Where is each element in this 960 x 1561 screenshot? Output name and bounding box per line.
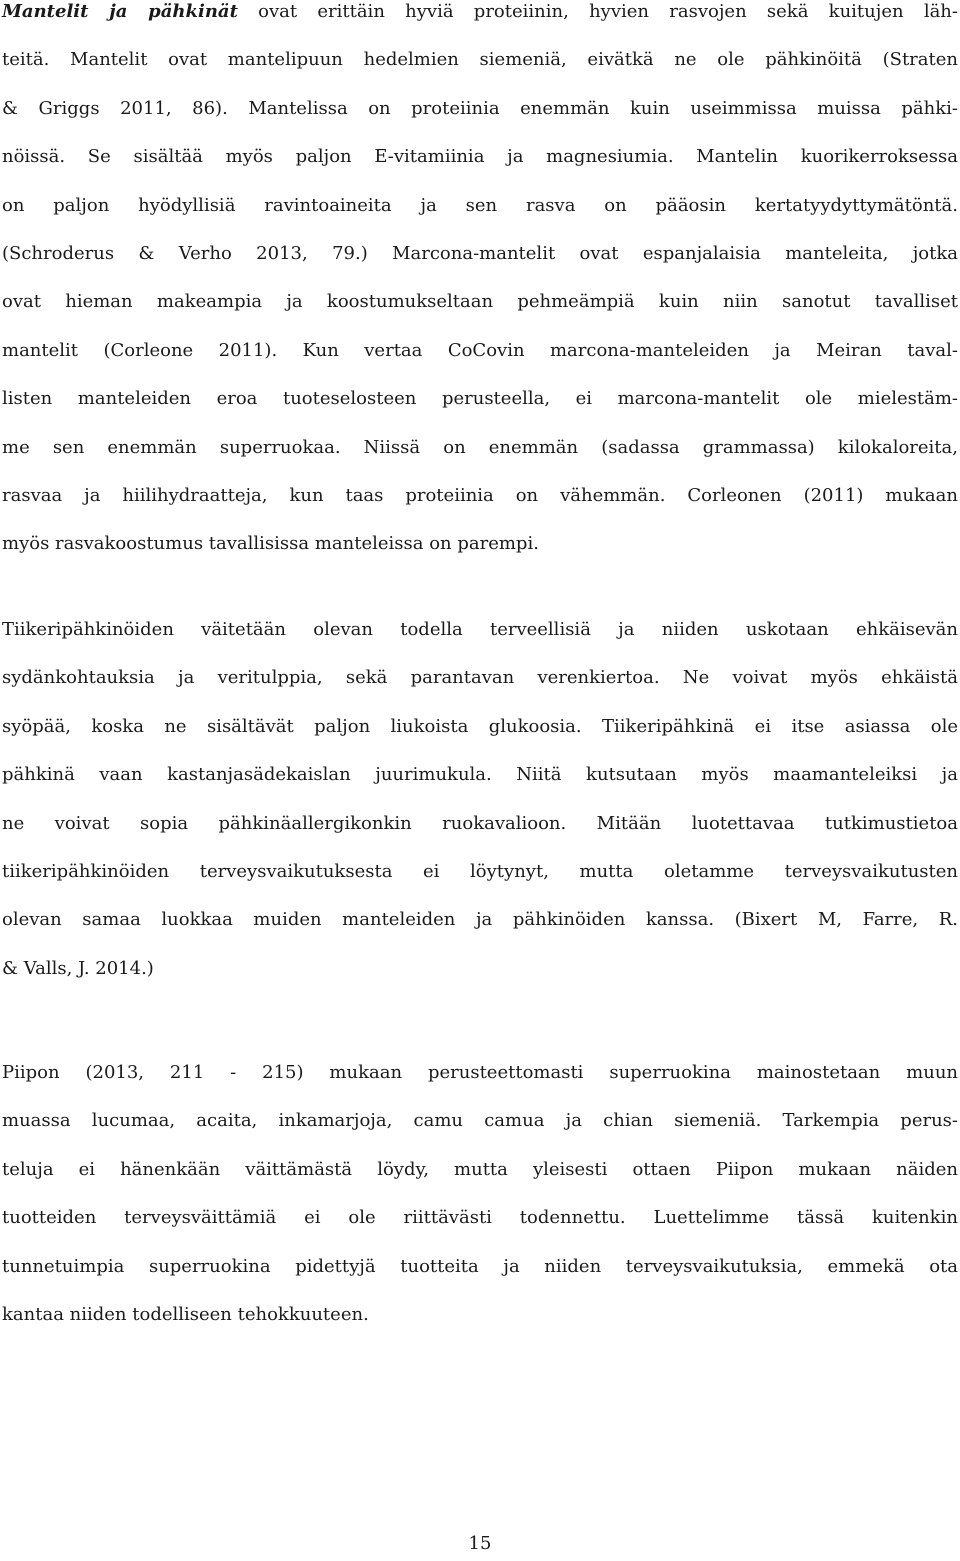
paragraph-superfoods [2, 1049, 958, 1339]
text-line: tuotteiden terveysväittämiä ei ole riittävästi todennettu. Luettelimme tässä kuitenkin [2, 1207, 958, 1229]
text-line: on paljon hyödyllisiä ravintoaineita ja sen rasva on pääosin kertatyydyttymätöntä. [2, 194, 958, 216]
paragraph-lead-term: Mantelit ja pähkinät [2, 1, 238, 22]
paragraph-tiger-nuts [2, 606, 958, 993]
text-line: (Schroderus & Verho 2013, 79.) Marcona-mantelit ovat espanjalaisia manteleita, jotka [2, 242, 958, 264]
text-line: rasvaa ja hiilihydraatteja, kun taas proteiinia on vähemmän. Corleonen (2011) mukaan [2, 484, 958, 506]
text-line: teitä. Mantelit ovat mantelipuun hedelmien siemeniä, eivätkä ne ole pähkinöitä (Straten [2, 49, 958, 71]
text-line: Mantelit ja pähkinät ovat erittäin hyviä proteiinin, hyvien rasvojen sekä kuitujen läh- [2, 1, 958, 22]
text-line: tiikeripähkinöiden terveysvaikutuksesta ei löytynyt, mutta oletamme terveysvaikutusten [2, 860, 958, 882]
text-line: nöissä. Se sisältää myös paljon E-vitamiinia ja magnesiumia. Mantelin kuorikerroksessa [2, 146, 958, 168]
text-line: Piipon (2013, 211 - 215) mukaan perusteettomasti superruokina mainostetaan muun [2, 1062, 958, 1083]
text-line: ovat hieman makeampia ja koostumukseltaan pehmeämpiä kuin niin sanotut tavalliset [2, 291, 958, 313]
text-line: listen manteleiden eroa tuoteselosteen perusteella, ei marcona-mantelit ole mielestäm- [2, 388, 958, 410]
text-line: myös rasvakoostumus tavallisissa manteleissa on parempi. [2, 533, 539, 555]
text-line: muassa lucumaa, acaita, inkamarjoja, camu camua ja chian siemeniä. Tarkempia perus- [2, 1110, 958, 1132]
text-line: syöpää, koska ne sisältävät paljon liukoista glukoosia. Tiikeripähkinä ei itse asiassa ole [2, 715, 958, 737]
text-line: ne voivat sopia pähkinäallergikonkin ruokavalioon. Mitään luotettavaa tutkimustietoa [2, 812, 958, 834]
text-line: & Valls, J. 2014.) [2, 957, 154, 979]
text-line: mantelit (Corleone 2011). Kun vertaa CoCovin marcona-manteleiden ja Meiran taval- [2, 339, 958, 361]
text-line: me sen enemmän superruokaa. Niissä on enemmän (sadassa grammassa) kilokaloreita, [2, 436, 958, 458]
text-line: olevan samaa luokkaa muiden manteleiden ja pähkinöiden kanssa. (Bixert M, Farre, R. [2, 909, 958, 931]
text-line: pähkinä vaan kastanjasädekaislan juurimukula. Niitä kutsutaan myös maamanteleiksi ja [2, 764, 958, 786]
text-line: tunnetuimpia superruokina pidettyjä tuotteita ja niiden terveysvaikutuksia, emmekä ota [2, 1255, 958, 1277]
paragraph-almonds-and-nuts [2, 0, 958, 569]
text-line: teluja ei hänenkään väittämästä löydy, mutta yleisesti ottaen Piipon mukaan näiden [2, 1158, 958, 1180]
text-line: & Griggs 2011, 86). Mantelissa on proteiinia enemmän kuin useimmissa muissa pähki- [2, 97, 958, 119]
text-line: sydänkohtauksia ja veritulppia, sekä parantavan verenkiertoa. Ne voivat myös ehkäistä [2, 667, 958, 689]
text-line: Tiikeripähkinöiden väitetään olevan todella terveellisiä ja niiden uskotaan ehkäisevän [2, 619, 958, 640]
text-line: kantaa niiden todelliseen tehokkuuteen. [2, 1303, 369, 1325]
page-number: 15 [468, 1533, 492, 1554]
